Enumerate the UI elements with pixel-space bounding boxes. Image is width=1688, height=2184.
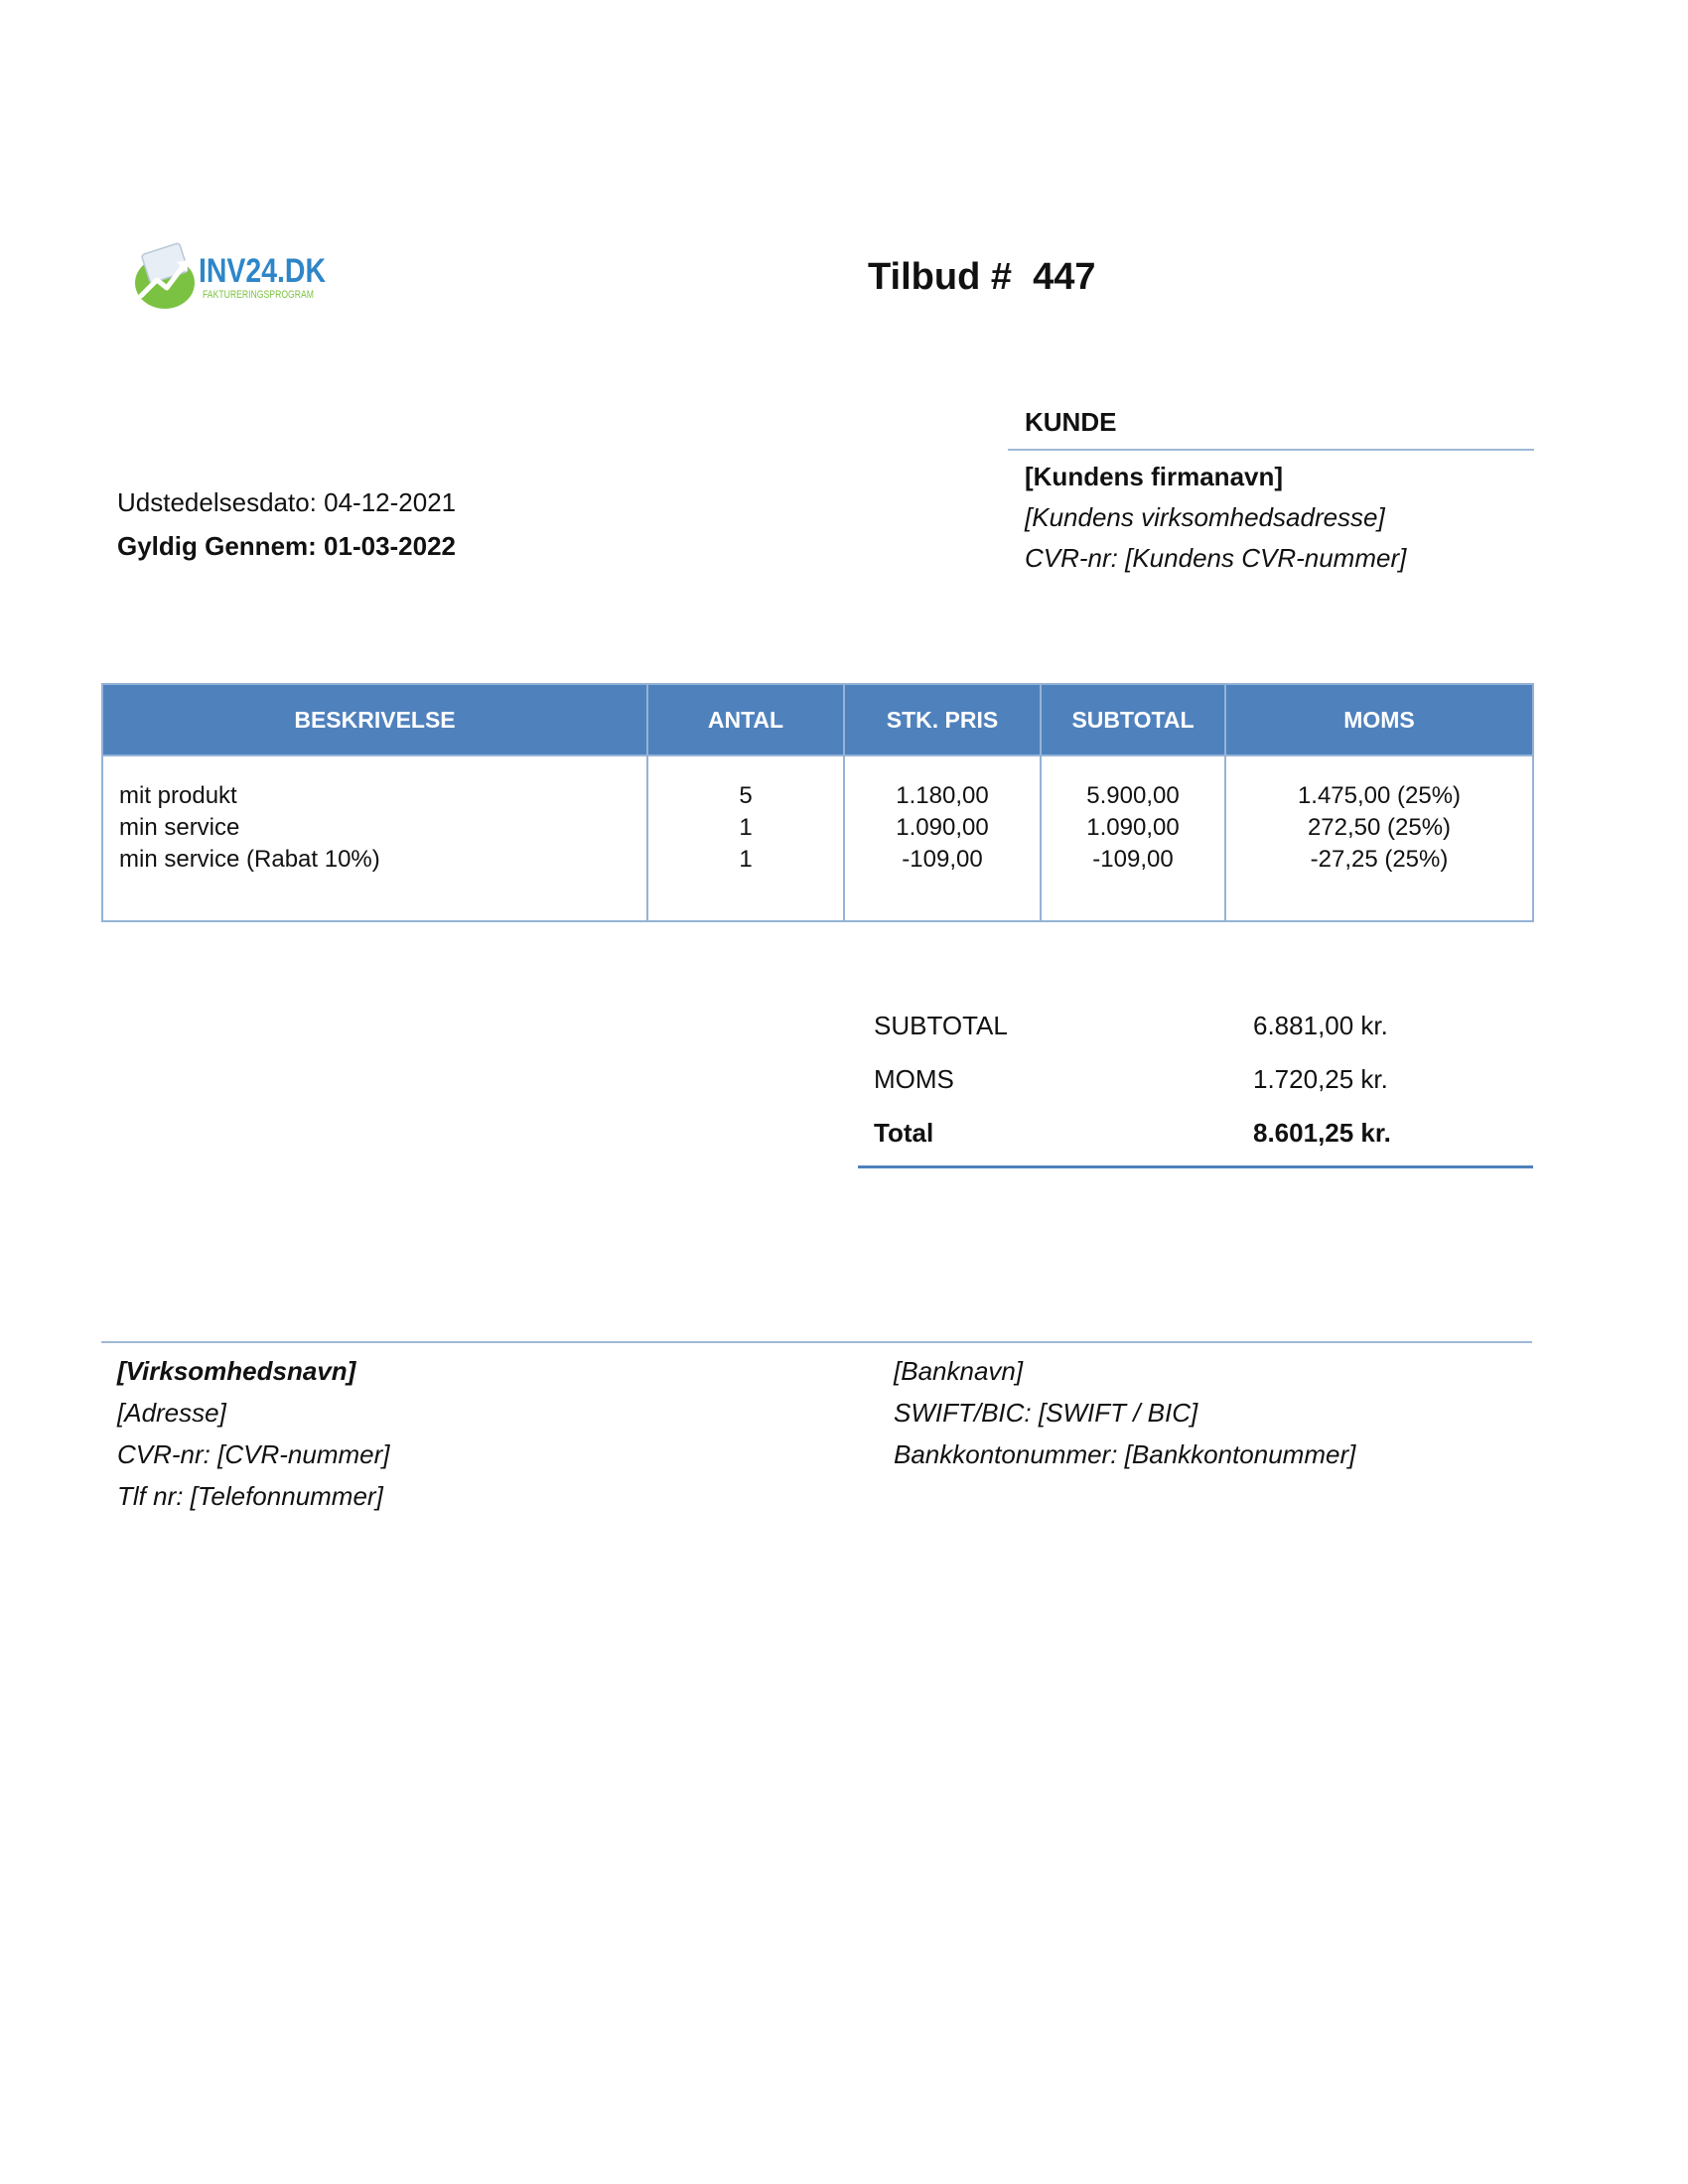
footer-account: Bankkontonummer: [Bankkontonummer]	[894, 1439, 1356, 1469]
valid-until-date: Gyldig Gennem: 01-03-2022	[117, 531, 457, 561]
subtotal-row	[858, 1003, 1533, 1056]
column-header-quantity: ANTAL	[647, 684, 844, 755]
footer-bank-info	[894, 1350, 1355, 1475]
document-title: Tilbud # 447	[868, 256, 1096, 298]
total-row	[858, 1110, 1533, 1163]
column-header-subtotal: SUBTOTAL	[1041, 684, 1225, 755]
item-unit-price: 1.090,00	[844, 812, 1041, 844]
customer-divider	[1008, 449, 1534, 451]
footer-phone: Tlf nr: [Telefonnummer]	[117, 1481, 383, 1511]
item-unit-price: -109,00	[844, 844, 1041, 876]
item-description: min service	[102, 812, 647, 844]
item-subtotal: 1.090,00	[1041, 812, 1225, 844]
column-header-vat: MOMS	[1225, 684, 1533, 755]
table-row	[102, 780, 1533, 812]
logo-brand: INV24.DK	[199, 252, 327, 290]
logo-tagline: FAKTURERINGSPROGRAM	[203, 289, 314, 301]
footer-address: [Adresse]	[117, 1398, 226, 1428]
item-vat: -27,25 (25%)	[1225, 844, 1533, 876]
vat-value: 1.720,25 kr.	[1253, 1064, 1388, 1094]
footer-company-info	[117, 1350, 389, 1517]
customer-company: [Kundens firmanavn]	[1025, 462, 1284, 491]
company-logo	[127, 238, 331, 316]
issue-date: Udstedelsesdato: 04-12-2021	[117, 487, 457, 517]
footer-company-name: [Virksomhedsnavn]	[117, 1356, 356, 1386]
totals-block	[858, 1003, 1533, 1168]
logo-graphic	[127, 238, 331, 316]
table-row	[102, 844, 1533, 876]
total-value: 8.601,25 kr.	[1253, 1118, 1391, 1148]
customer-cvr: CVR-nr: [Kundens CVR-nummer]	[1025, 543, 1407, 573]
item-description: mit produkt	[102, 780, 647, 812]
column-header-unit-price: STK. PRIS	[844, 684, 1041, 755]
footer-bank-name: [Banknavn]	[894, 1356, 1024, 1386]
subtotal-value: 6.881,00 kr.	[1253, 1011, 1388, 1040]
item-vat: 272,50 (25%)	[1225, 812, 1533, 844]
column-header-description: BESKRIVELSE	[102, 684, 647, 755]
dates-block	[117, 480, 456, 568]
item-description: min service (Rabat 10%)	[102, 844, 647, 876]
customer-address: [Kundens virksomhedsadresse]	[1025, 502, 1385, 532]
table-row	[102, 812, 1533, 844]
item-quantity: 1	[647, 812, 844, 844]
item-subtotal: 5.900,00	[1041, 780, 1225, 812]
items-table	[101, 683, 1534, 922]
vat-row	[858, 1056, 1533, 1110]
item-vat: 1.475,00 (25%)	[1225, 780, 1533, 812]
footer-swift: SWIFT/BIC: [SWIFT / BIC]	[894, 1398, 1198, 1428]
footer-cvr: CVR-nr: [CVR-nummer]	[117, 1439, 390, 1469]
item-quantity: 1	[647, 844, 844, 876]
customer-block	[1008, 407, 1534, 579]
subtotal-label: SUBTOTAL	[874, 1011, 1008, 1040]
total-underline	[858, 1165, 1533, 1168]
item-unit-price: 1.180,00	[844, 780, 1041, 812]
customer-heading: KUNDE	[1025, 407, 1117, 437]
table-header-row	[102, 684, 1533, 755]
item-subtotal: -109,00	[1041, 844, 1225, 876]
item-quantity: 5	[647, 780, 844, 812]
total-label: Total	[874, 1118, 934, 1148]
vat-label: MOMS	[874, 1064, 954, 1094]
footer-divider	[101, 1341, 1532, 1343]
